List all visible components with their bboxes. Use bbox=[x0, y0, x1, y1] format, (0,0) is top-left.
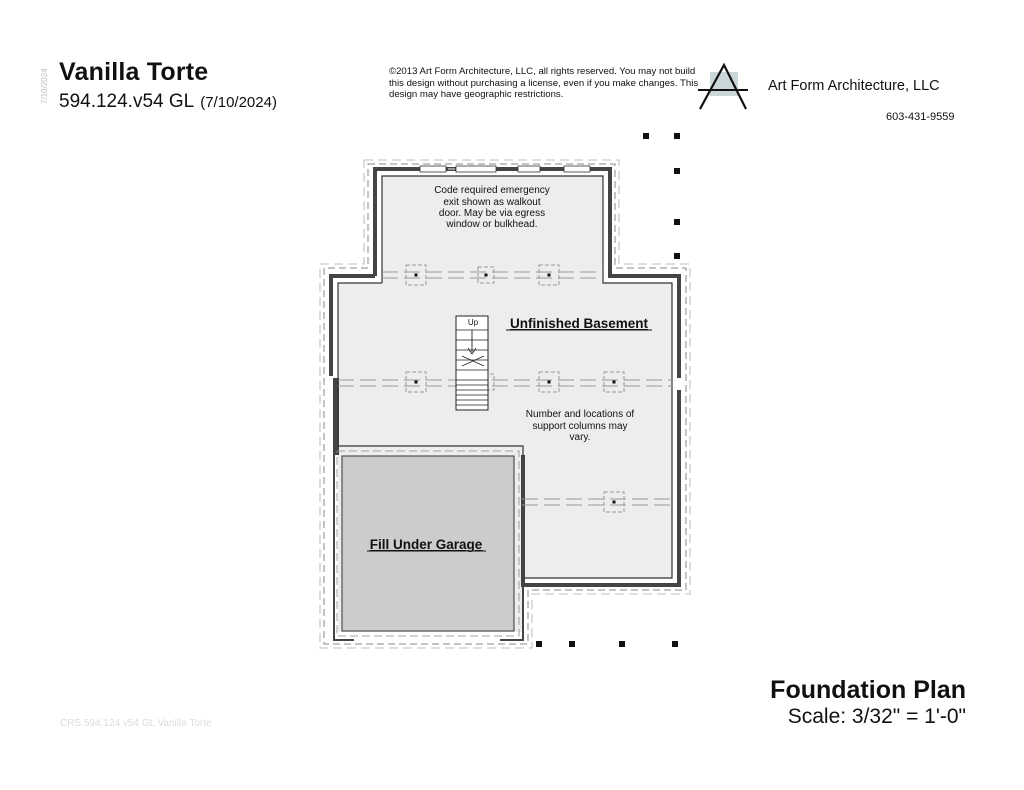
drawing-title: Foundation Plan bbox=[770, 676, 966, 704]
columns-note-line: vary. bbox=[569, 432, 591, 443]
plan-code: 594.124.v54 GL bbox=[59, 91, 195, 112]
egress-note-line: exit shown as walkout bbox=[443, 197, 541, 208]
columns-note-line: Number and locations of bbox=[525, 409, 635, 420]
stair-label: Up bbox=[467, 318, 479, 327]
egress-note-line: door. May be via egress bbox=[438, 208, 546, 219]
watermark-text: CRS 594.124.v54 GL Vanilla Torte bbox=[60, 718, 212, 729]
plan-date: (7/10/2024) bbox=[200, 94, 277, 111]
basement-room-label: Unfinished Basement bbox=[509, 316, 649, 331]
egress-note-line: Code required emergency bbox=[434, 185, 550, 196]
copyright-notice: ©2013 Art Form Architecture, LLC, all rights reserved. You may not build this design without purchasing a license, even if you make changes. This design may have geographic restrictions. bbox=[389, 66, 699, 100]
company-phone: 603-431-9559 bbox=[886, 111, 955, 123]
garage-room-label: Fill Under Garage bbox=[369, 537, 483, 552]
plan-name: Vanilla Torte bbox=[59, 58, 209, 86]
egress-note bbox=[434, 185, 550, 230]
vertical-date: 7/10/2024 bbox=[40, 68, 49, 104]
basement-stair bbox=[456, 316, 488, 410]
columns-note-line: support columns may bbox=[532, 421, 628, 432]
company-name: Art Form Architecture, LLC bbox=[768, 78, 940, 94]
drawing-scale: Scale: 3/32" = 1'-0" bbox=[787, 705, 966, 728]
egress-note-line: window or bulkhead. bbox=[446, 219, 538, 230]
